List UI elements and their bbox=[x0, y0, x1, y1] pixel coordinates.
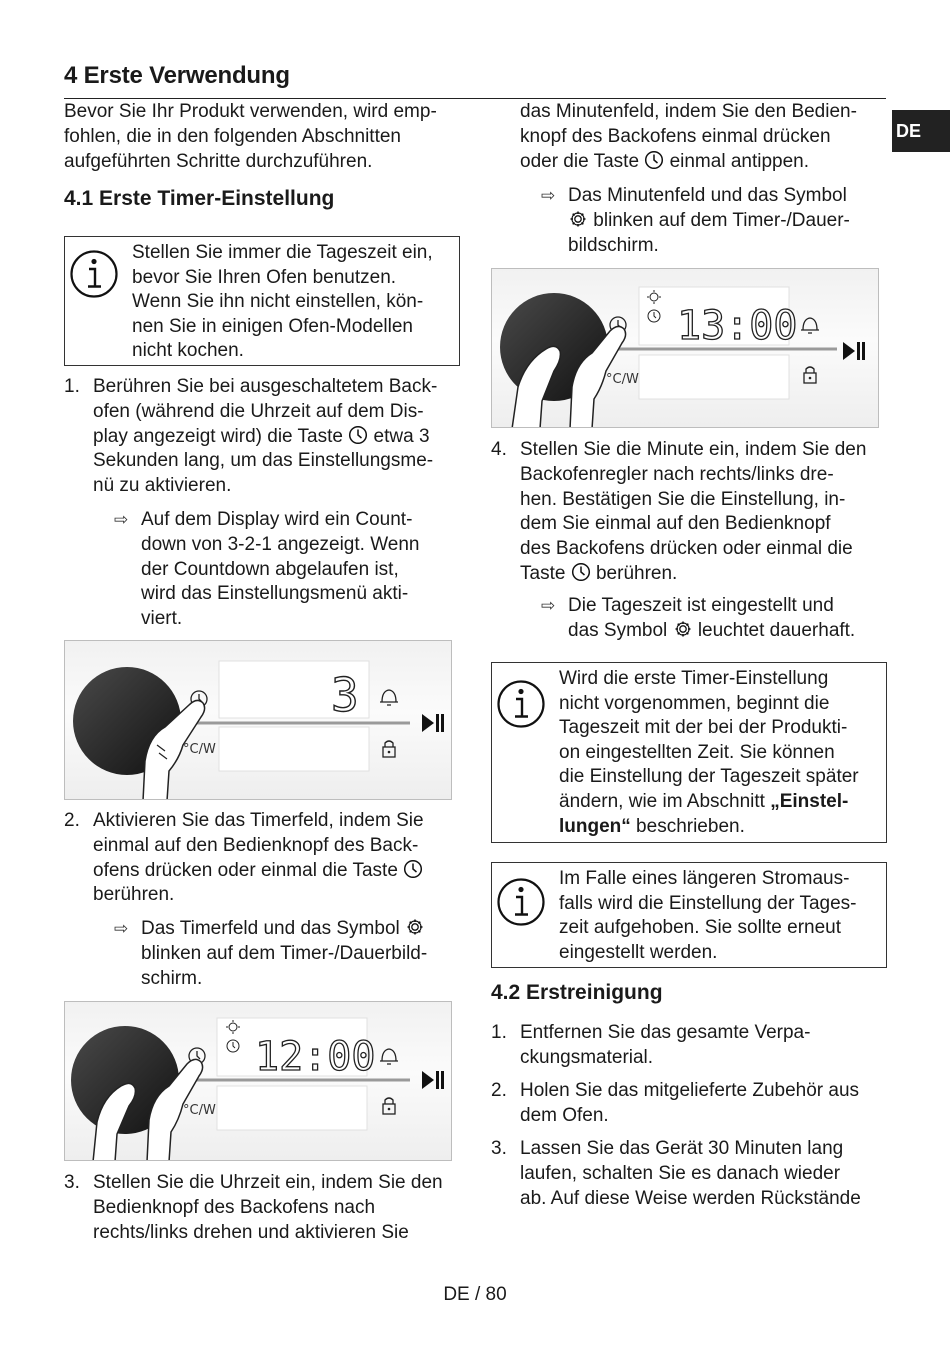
info-line: falls wird die Einstellung der Tages- bbox=[559, 892, 857, 914]
lock-icon bbox=[804, 367, 816, 383]
text-line: einmal auf den Bedienknopf des Back- bbox=[93, 834, 419, 856]
list-text bbox=[520, 1137, 861, 1211]
result-arrow-icon: ⇨ bbox=[541, 186, 556, 205]
display-time: 12:00 bbox=[255, 1034, 376, 1080]
text-span: berühren. bbox=[590, 562, 678, 584]
list-number: 1. bbox=[491, 1022, 507, 1043]
result-text bbox=[568, 594, 855, 644]
info-box bbox=[491, 662, 887, 843]
text-line: laufen, schalten Sie es danach wieder bbox=[520, 1162, 841, 1184]
text-line: nü zu aktivieren. bbox=[93, 475, 232, 497]
text-line bbox=[141, 917, 427, 942]
control-panel-illustration bbox=[64, 1001, 452, 1161]
display-time: 13:00 bbox=[677, 303, 798, 349]
result-text bbox=[568, 184, 850, 258]
page-number: DE / 80 bbox=[443, 1284, 507, 1305]
list-number: 3. bbox=[64, 1172, 80, 1193]
text-line: Die Tageszeit ist eingestellt und bbox=[568, 595, 834, 616]
info-box bbox=[491, 862, 887, 968]
info-line: zeit aufgehoben. Sie sollte erneut bbox=[559, 917, 842, 939]
list-number: 2. bbox=[491, 1080, 507, 1101]
text-span: play angezeigt wird) die Taste bbox=[93, 425, 349, 447]
unit-label: °C/W bbox=[606, 372, 639, 387]
info-line: Wenn Sie ihn nicht einstellen, kön- bbox=[132, 291, 424, 313]
list-text bbox=[93, 1171, 443, 1245]
text-line: das Minutenfeld, indem Sie den Bedien- bbox=[520, 101, 857, 122]
text-line: des Backofens drücken oder einmal die bbox=[520, 538, 853, 560]
text-line: Aktivieren Sie das Timerfeld, indem Sie bbox=[93, 810, 424, 831]
list-item bbox=[64, 375, 464, 500]
text-span: leuchtet dauerhaft. bbox=[692, 619, 856, 641]
bell-icon bbox=[380, 690, 398, 705]
section-title-4-1: 4.1 Erste Timer-Einstellung bbox=[64, 187, 335, 210]
list-number: 1. bbox=[64, 376, 80, 397]
clock-icon bbox=[348, 425, 368, 445]
result-arrow-icon: ⇨ bbox=[114, 919, 129, 938]
text-line: Das Minutenfeld und das Symbol bbox=[568, 185, 847, 206]
list-text bbox=[520, 1079, 859, 1129]
list-number: 3. bbox=[491, 1138, 507, 1159]
result-item bbox=[114, 508, 454, 633]
intro-paragraph bbox=[64, 100, 464, 174]
text-line: berühren. bbox=[93, 884, 175, 906]
info-text bbox=[132, 241, 433, 364]
text-span: Das Timerfeld und das Symbol bbox=[141, 918, 406, 939]
clock-icon bbox=[644, 150, 664, 170]
info-box bbox=[64, 236, 460, 366]
text-line bbox=[520, 562, 866, 587]
text-span: das Symbol bbox=[568, 619, 673, 641]
text-line: bildschirm. bbox=[568, 234, 659, 256]
text-line bbox=[93, 425, 437, 450]
info-line: bevor Sie Ihren Ofen benutzen. bbox=[132, 266, 397, 288]
text-span: ofens drücken oder einmal die Taste bbox=[93, 859, 404, 881]
text-line: dem Ofen. bbox=[520, 1104, 609, 1126]
text-span: ändern, wie im Abschnitt bbox=[559, 790, 771, 812]
bell-icon bbox=[801, 318, 819, 333]
heading-rule bbox=[64, 98, 886, 99]
text-line: ofen (während die Uhrzeit auf dem Dis- bbox=[93, 400, 424, 422]
text-line: ab. Auf diese Weise werden Rückstände bbox=[520, 1187, 861, 1209]
info-icon bbox=[496, 877, 546, 927]
text-line: rechts/links drehen und aktivieren Sie bbox=[93, 1221, 409, 1243]
section-reference-link: „Einstel- bbox=[770, 790, 849, 812]
text-line: Berühren Sie bei ausgeschaltetem Back- bbox=[93, 376, 438, 397]
control-panel-illustration bbox=[64, 640, 452, 800]
list-text bbox=[93, 809, 424, 908]
text-line bbox=[568, 209, 850, 234]
info-line: nicht vorgenommen, beginnt die bbox=[559, 692, 830, 714]
lock-icon bbox=[383, 1098, 395, 1114]
text-line: down von 3-2-1 angezeigt. Wenn bbox=[141, 533, 420, 555]
list-item bbox=[64, 809, 464, 909]
info-line: Wird die erste Timer-Einstellung bbox=[559, 668, 829, 689]
text-span: blinken auf dem Timer-/Dauer- bbox=[588, 209, 850, 231]
text-line: Entfernen Sie das gesamte Verpa- bbox=[520, 1022, 811, 1043]
control-panel-drawing bbox=[65, 641, 452, 800]
control-panel-illustration bbox=[491, 268, 879, 428]
info-line: nen Sie in einigen Ofen-Modellen bbox=[132, 315, 413, 337]
text-span: Taste bbox=[520, 562, 571, 584]
text-line: Stellen Sie die Uhrzeit ein, indem Sie den bbox=[93, 1172, 443, 1193]
info-line: nicht kochen. bbox=[132, 340, 244, 362]
lower-display bbox=[219, 727, 369, 771]
text-line: Lassen Sie das Gerät 30 Minuten lang bbox=[520, 1138, 844, 1159]
intro-line: Bevor Sie Ihr Produkt verwenden, wird emp- bbox=[64, 101, 437, 122]
settings-gear-icon bbox=[405, 917, 425, 937]
unit-label: °C/W bbox=[183, 742, 216, 757]
result-arrow-icon: ⇨ bbox=[541, 596, 556, 615]
control-panel-drawing bbox=[65, 1002, 452, 1161]
list-text bbox=[93, 375, 437, 499]
text-line: dem Sie einmal auf den Bedienknopf bbox=[520, 513, 831, 535]
text-line: der Countdown abgelaufen ist, bbox=[141, 558, 399, 580]
text-line: wird das Einstellungsmenü akti- bbox=[141, 583, 409, 605]
display-digit: 3 bbox=[331, 668, 359, 722]
control-panel-drawing bbox=[492, 269, 879, 428]
intro-line: fohlen, die in den folgenden Abschnitten bbox=[64, 125, 401, 147]
unit-label: °C/W bbox=[183, 1103, 216, 1118]
text-line: Sekunden lang, um das Einstellungsme- bbox=[93, 450, 434, 472]
info-text bbox=[559, 867, 856, 965]
bell-icon bbox=[380, 1049, 398, 1064]
text-span: beschrieben. bbox=[630, 815, 745, 837]
section-title-4-2: 4.2 Erstreinigung bbox=[491, 981, 663, 1004]
info-line: Stellen Sie immer die Tageszeit ein, bbox=[132, 242, 433, 263]
result-text bbox=[141, 508, 420, 632]
text-line: schirm. bbox=[141, 967, 203, 989]
lower-display bbox=[639, 355, 789, 399]
result-item bbox=[541, 184, 886, 260]
intro-line: aufgeführten Schritte durchzuführen. bbox=[64, 150, 373, 172]
section-reference-link: lungen“ bbox=[559, 815, 631, 837]
list-item bbox=[64, 1171, 464, 1247]
list-text bbox=[520, 1021, 810, 1071]
result-item bbox=[541, 594, 886, 646]
info-icon bbox=[496, 679, 546, 729]
info-line: on eingestellten Zeit. Sie können bbox=[559, 741, 835, 763]
list-number: 4. bbox=[491, 439, 507, 460]
text-line: Holen Sie das mitgelieferte Zubehör aus bbox=[520, 1080, 860, 1101]
list-item bbox=[491, 1137, 891, 1213]
text-line: ckungsmaterial. bbox=[520, 1046, 654, 1068]
info-line: Im Falle eines längeren Stromaus- bbox=[559, 868, 850, 889]
info-text bbox=[559, 667, 859, 839]
result-item bbox=[114, 917, 454, 993]
list-number: 2. bbox=[64, 810, 80, 831]
info-line bbox=[559, 815, 859, 840]
clock-icon bbox=[403, 859, 423, 879]
clock-icon bbox=[571, 562, 591, 582]
text-span: etwa 3 bbox=[368, 425, 430, 447]
play-pause-icon bbox=[422, 714, 444, 732]
result-text bbox=[141, 917, 427, 991]
text-span: einmal antippen. bbox=[664, 150, 810, 172]
text-line bbox=[520, 150, 890, 175]
info-icon bbox=[69, 249, 119, 299]
text-line: Backofenregler nach rechts/links dre- bbox=[520, 463, 834, 485]
list-item bbox=[491, 1079, 891, 1129]
list-item-continued bbox=[520, 100, 890, 176]
settings-gear-icon bbox=[568, 209, 588, 229]
text-line: hen. Bestätigen Sie die Einstellung, in- bbox=[520, 488, 846, 510]
settings-gear-icon bbox=[673, 619, 693, 639]
text-span: oder die Taste bbox=[520, 150, 645, 172]
text-line bbox=[93, 859, 424, 884]
result-arrow-icon: ⇨ bbox=[114, 510, 129, 529]
info-line: eingestellt werden. bbox=[559, 941, 718, 963]
text-line: blinken auf dem Timer-/Dauerbild- bbox=[141, 942, 428, 964]
lower-display bbox=[217, 1086, 367, 1130]
text-line: Stellen Sie die Minute ein, indem Sie den bbox=[520, 439, 867, 460]
list-item bbox=[491, 1021, 891, 1071]
text-line: Auf dem Display wird ein Count- bbox=[141, 509, 413, 530]
play-pause-icon bbox=[843, 342, 865, 360]
text-line: Bedienknopf des Backofens nach bbox=[93, 1196, 376, 1218]
play-pause-icon bbox=[422, 1071, 444, 1089]
text-line: viert. bbox=[141, 608, 183, 630]
info-line: die Einstellung der Tageszeit später bbox=[559, 766, 859, 788]
list-text bbox=[520, 438, 866, 587]
info-line: Tageszeit mit der bei der Produkti- bbox=[559, 717, 848, 739]
lock-icon bbox=[383, 741, 395, 757]
text-line bbox=[568, 619, 855, 644]
info-line bbox=[559, 790, 859, 815]
text-line: knopf des Backofens einmal drücken bbox=[520, 125, 831, 147]
language-tab: DE bbox=[892, 110, 950, 152]
list-item bbox=[491, 438, 891, 588]
chapter-heading: 4 Erste Verwendung bbox=[64, 62, 290, 89]
